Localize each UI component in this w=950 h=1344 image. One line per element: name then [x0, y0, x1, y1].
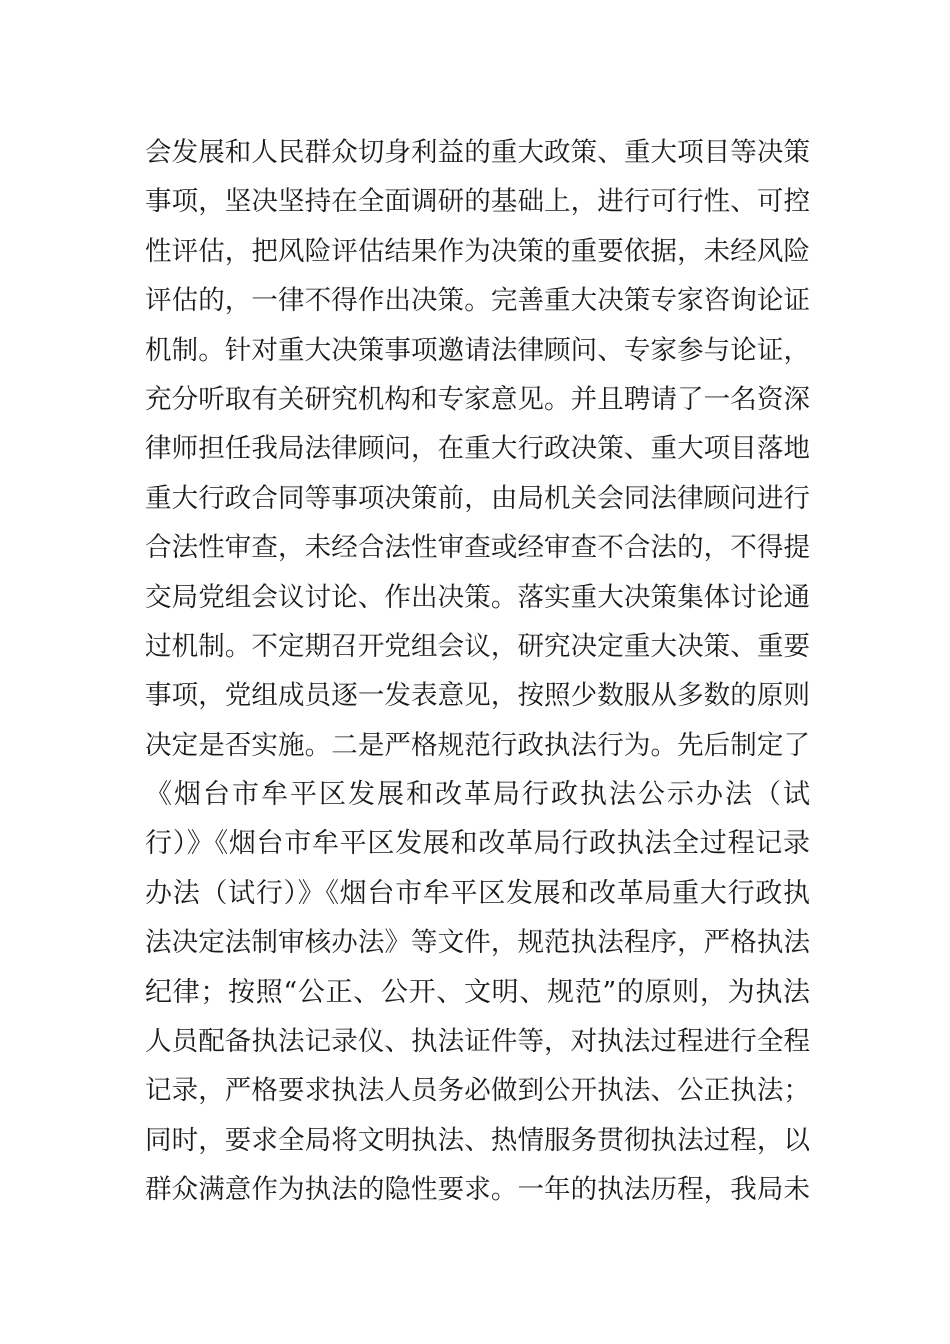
- text-line: 人员配备执法记录仪、执法证件等，对执法过程进行全程: [145, 1026, 810, 1058]
- text-line: 充分听取有关研究机构和专家意见。并且聘请了一名资深: [145, 383, 810, 415]
- text-line: 群众满意作为执法的隐性要求。一年的执法历程，我局未: [145, 1174, 810, 1206]
- text-line: 性评估，把风险评估结果作为决策的重要依据，未经风险: [145, 235, 810, 267]
- text-line: 行）》《烟台市牟平区发展和改革局行政执法全过程记录: [145, 828, 810, 860]
- text-line: 律师担任我局法律顾问，在重大行政决策、重大项目落地: [145, 433, 810, 465]
- text-line: 事项，党组成员逐一发表意见，按照少数服从多数的原则: [145, 680, 810, 712]
- text-line: 法决定法制审核办法》等文件，规范执法程序，严格执法: [145, 927, 810, 959]
- text-line: 评估的，一律不得作出决策。完善重大决策专家咨询论证: [145, 285, 810, 317]
- text-line: 同时，要求全局将文明执法、热情服务贯彻执法过程，以: [145, 1124, 810, 1156]
- text-line: 会发展和人民群众切身利益的重大政策、重大项目等决策: [145, 137, 810, 168]
- text-line: 事项，坚决坚持在全面调研的基础上，进行可行性、可控: [145, 186, 810, 218]
- text-line: 交局党组会议讨论、作出决策。落实重大决策集体讨论通: [145, 581, 810, 613]
- text-line: 纪律；按照“公正、公开、文明、规范”的原则，为执法: [145, 976, 810, 1008]
- text-line: 重大行政合同等事项决策前，由局机关会同法律顾问进行: [145, 482, 810, 514]
- text-line: 决定是否实施。二是严格规范行政执法行为。先后制定了: [145, 729, 810, 761]
- body-text: [145, 128, 810, 1215]
- text-line: 合法性审查，未经合法性审查或经审查不合法的，不得提: [145, 532, 810, 564]
- text-line: 办法（试行）》《烟台市牟平区发展和改革局重大行政执: [145, 877, 810, 909]
- text-line: 《烟台市牟平区发展和改革局行政执法公示办法（试: [145, 779, 810, 811]
- text-line: 机制。针对重大决策事项邀请法律顾问、专家参与论证，: [145, 334, 810, 366]
- text-line: 过机制。不定期召开党组会议，研究决定重大决策、重要: [145, 630, 810, 662]
- text-line: 记录，严格要求执法人员务必做到公开执法、公正执法；: [145, 1075, 810, 1107]
